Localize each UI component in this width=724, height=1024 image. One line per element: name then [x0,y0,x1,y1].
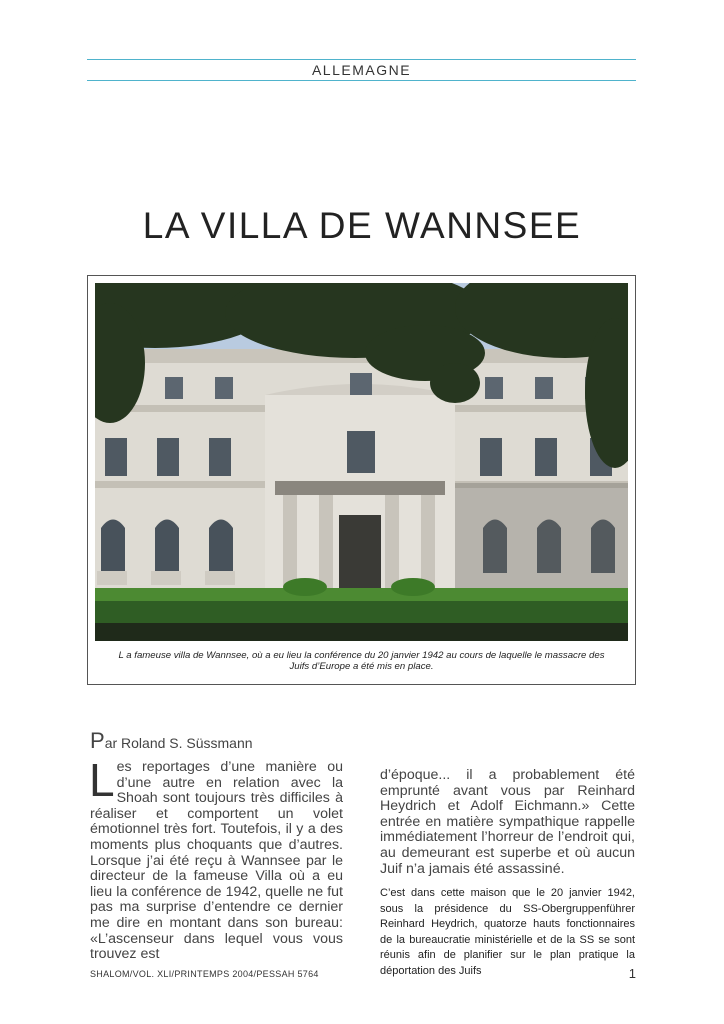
villa-photo [95,283,628,641]
byline-author: ar Roland S. Süssmann [104,735,253,751]
byline [90,728,253,754]
right-column-text: d’époque... il a probablement été emprunté avant vous par Reinhard Heydrich et Adolf Eichmann.» Cette entrée en matière sympathique rappelle immédiatement l’horreur de l’endroit qui, au demeurant est superbe et où aucun Juif n’a jamais été assassiné. [380,767,635,877]
photo-figure [87,275,636,685]
byline-initial: P [90,728,105,753]
section-label: ALLEMAGNE [311,62,412,78]
left-column-text: es reportages d’une manière ou d’une autre en relation avec la Shoah sont toujours très difficiles à réaliser et comportent un volet émotionnel très fort. Toutefois, il y a des moments plus choquants que d’autres. Lorsque j’ai été reçu à Wannsee par le directeur de la fameuse Villa où a eu lieu la conférence de 1942, quelle ne fut pas ma surprise d’entendre ce dernier me dire en montant dans son bureau: «L’ascenseur dans lequel vous vous trouvez est [90,759,343,963]
footer-publication: SHALOM/VOL. XLI/PRINTEMPS 2004/PESSAH 5764 [90,969,319,979]
top-rule [87,59,636,60]
bottom-rule [87,80,636,81]
article-column-right [380,768,635,877]
article-title: LA VILLA DE WANNSEE [142,204,582,246]
photo-caption: L a fameuse villa de Wannsee, où a eu lieu la conférence du 20 janvier 1942 au cours de laquelle le massacre des Juifs d’Europe a été mis en place. [118,650,605,672]
drop-cap: L [89,754,115,806]
article-column-left [89,754,343,963]
villa-illustration [95,283,628,641]
page-number: 1 [628,966,636,981]
right-column-small-text: C’est dans cette maison que le 20 janvier 1942, sous la présidence du SS-Obergruppenführer Reinhard Heydrich, quatorze hauts fonctionnaires de la bureaucratie ministérielle et de la SS se sont réunis afin de planifier sur le plan pratique la déportation des Juifs [380,887,635,977]
